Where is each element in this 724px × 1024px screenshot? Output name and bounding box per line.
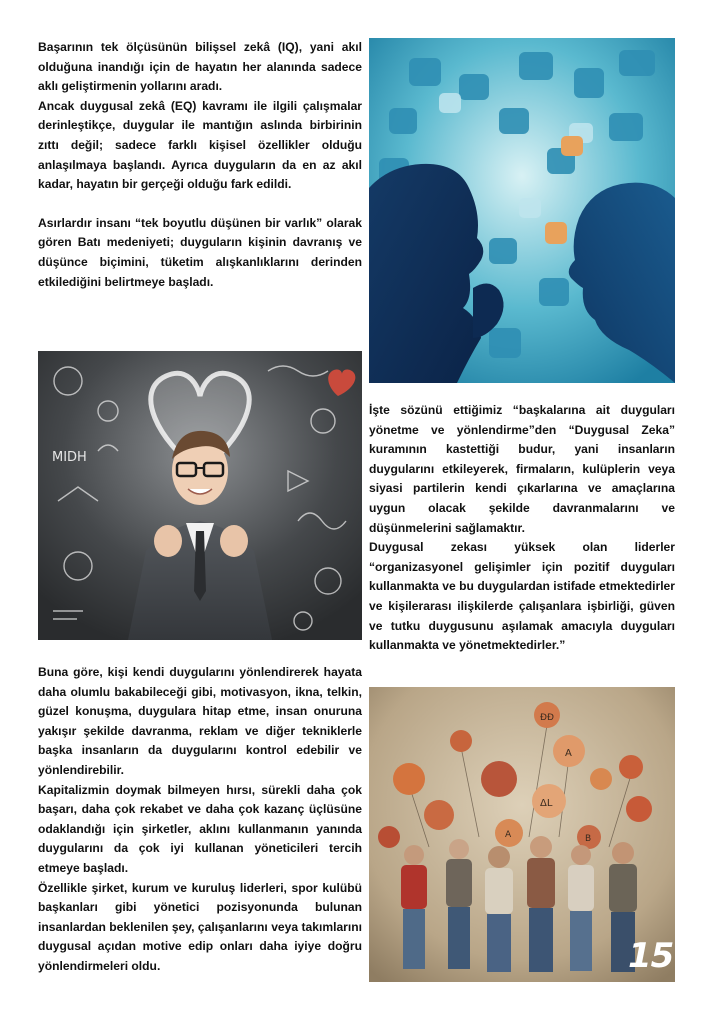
balloon-face-4: A bbox=[505, 830, 512, 840]
balloon-face-5: B bbox=[585, 834, 592, 844]
paragraph-iq: Başarının tek ölçüsünün bilişsel zekâ (IQ), yani akıl olduğuna inandığı için de hayatın her alanında sadece aklı geliştirmenin yollarını aradı. bbox=[38, 40, 362, 94]
paragraph-eq: Ancak duygusal zekâ (EQ) kavramı ile ilgili çalışmalar derinleştikçe, duygular ile mantığın aslında birbirinin zıttı değil; sadece farklı kişisel özellikler olduğu anlaşılmaya başlandı. Ayrıca duyguların da en az akıl kadar, hayatın bir gerçeği olduğu fark edildi. bbox=[38, 98, 362, 192]
paragraph-western-civilization: Asırlardır insanı “tek boyutlu düşünen bir varlık” olarak gören Batı medeniyeti; duyguların kişinin davranış ve düşünce biçimini, tüketim alışkanlıklarını derinden etkilediğini belirtmeye başladı. bbox=[38, 215, 362, 289]
paragraph-managing-emotions: Buna göre, kişi kendi duygularını yönlendirerek hayata daha olumlu bakabileceği gibi, motivasyon, ikna, telkin, güzel konuşma, duygulara hitap etme, insan onuruna yakışır şekilde davranma, reklam ve diğer tekniklerle başka insanların da duygularını kontrol edebilir ve yönlendirebilir. bbox=[38, 665, 362, 777]
bottom-text-column bbox=[38, 663, 362, 977]
businessman-heart-chalkboard-image bbox=[38, 351, 362, 640]
paragraph-capitalism: Kapitalizmin doymak bilmeyen hırsı, sürekli daha çok başarı, daha çok rekabet ve daha çok kazanç üçlüsüne odaklandığı için şirketler, aklını kullanmanın yanında duygularını da çok iyi kullanan yöneticileri tercih etmeye başladı. bbox=[38, 782, 362, 875]
puzzle-silhouettes-image bbox=[369, 38, 675, 383]
chalk-label-text: MIDH bbox=[52, 450, 87, 465]
balloon-face-2: A bbox=[565, 748, 572, 759]
paragraph-leaders: Duygusal zekası yüksek olan liderler “organizasyonel gelişimler için pozitif duyguları kullanmakta ve bu duygulardan istifade etmektedirler ve kişilerarası ilişkilerde çalışanlara işbirliği, güven ve tutku duygusunu aşılamak amacıyla duyguları kullanmakta ve yönetmektedirler.” bbox=[369, 540, 675, 653]
intro-text-column bbox=[38, 38, 362, 292]
page-number: 15 bbox=[628, 936, 674, 976]
paragraph-leaders-expectation: Özellikle şirket, kurum ve kuruluş liderleri, spor kulübü başkanları gibi yönetici pozisyonunda bulunan insanlardan beklenilen şey, çalışanlarını veya takımlarını duygusal açıdan motive edip onları daha iyiye doğru yönlendirmeleri oldu. bbox=[38, 880, 362, 973]
paragraph-emotional-intelligence-theory: İşte sözünü ettiğimiz “başkalarına ait duyguları yönetme ve yönlendirme”den “Duygusal Zeka” kuramının kastettiği budur, yani insanların duygularını etkileyerek, firmaların, kulüplerin veya siyasi partilerin kendi çıkarlarına ve amaçlarına uygun olacak şekilde davranmalarını ve düşünmelerini sağlamaktır. bbox=[369, 403, 675, 535]
balloon-face-1: ÐÐ bbox=[540, 713, 554, 723]
balloon-face-3: ΔL bbox=[540, 798, 553, 809]
right-text-column bbox=[369, 401, 675, 656]
